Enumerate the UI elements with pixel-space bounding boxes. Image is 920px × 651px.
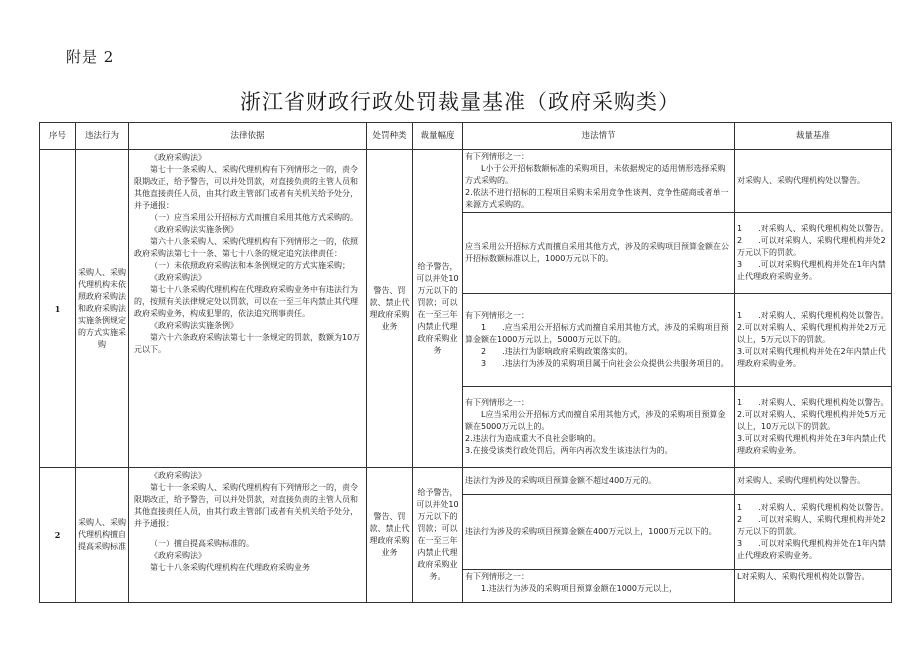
- standard-cell: [735, 495, 892, 570]
- basis-line: 第六十六条政府采购法第七十一条规定的罚款，数额为10万元以下。: [134, 333, 361, 354]
- circumstance-line: 应当采用公开招标方式而擅自采用其他方式，涉及的采购项目预算金额在公开招标数额标准以上，1000万元以下的。: [465, 242, 729, 263]
- header-type: 处罚种类: [367, 123, 413, 150]
- basis-line: 第七十一条采购人、采购代理机构有下列情形之一的，责令限期改正，给予警告，可以并处罚款，对直接负责的主管人员和其他直接责任人员，由其行政主管部门或者有关机关给予处分，并予通报：: [134, 165, 358, 210]
- circumstance-cell: [463, 150, 735, 213]
- circumstance-line: L应当采用公开招标方式而擅自采用其他方式，涉及的采购项目预算金额在5000万元以上的。: [465, 410, 726, 431]
- circumstance-line: 违法行为涉及的采购项目预算金额在400万元以上，1000万元以下的。: [465, 527, 717, 536]
- basis-line: （一）擅自提高采购标准的。: [150, 539, 254, 548]
- circumstance-cell: [463, 213, 735, 294]
- basis-line: 《政府采购法》: [150, 471, 206, 480]
- standard-line: 2.可以对采购人、采购代理机构并处2万元以上，5万元以下的罚款。: [737, 323, 886, 344]
- standard-line: 2 .可以对采购人、采购代理机构并处2万元以下的罚款。: [737, 236, 886, 257]
- circumstance-line: 有下列情形之一：: [465, 398, 529, 407]
- circumstance-line: 有下列情形之一：: [465, 572, 529, 581]
- basis-line: 第七十一条采购人、采购代理机构有下列情形之一的，责令限期改正，给予警告，可以并处罚款，对直接负责的主管人员和其他直接责任人员，由其行政主管部门或者有关机关给予处分，并予通报：: [134, 483, 358, 528]
- header-act: 违法行为: [76, 123, 129, 150]
- standard-line: 3.可以对采购代理机构并处在2年内禁止代理政府采购业务。: [737, 347, 886, 368]
- row-seq: 1: [40, 150, 76, 468]
- row-range: 给予警告，可以并处10万元以下的罚款；可以在一至三年内禁止代理政府采购业务: [413, 150, 463, 468]
- circumstance-line: 2.依法不进行招标的工程项目采购未采用竞争性谈判、竞争性磋商或者单一来源方式采购的。: [465, 188, 729, 209]
- standard-line: 1 .对采购人、采购代理机构处以警告。: [737, 224, 889, 233]
- circumstance-line: 违法行为涉及的采购项目预算金额不超过400万元的。: [465, 476, 657, 485]
- standard-line: 2 .可以对采购人、采购代理机构并处2万元以下的罚款。: [737, 515, 886, 536]
- basis-line: 《政府采购法》: [150, 551, 206, 560]
- standard-cell: [735, 150, 892, 213]
- standard-cell: [735, 570, 892, 603]
- standard-cell: [735, 213, 892, 294]
- basis-line: 第六十八条采购人、采购代理机构有下列情形之一的，依照政府采购法第七十一条、第七十八条的规定追究法律责任：: [134, 237, 358, 258]
- standard-line: 3 .可以对采购代理机构并处在1年内禁止代理政府采购业务。: [737, 539, 886, 560]
- row-range: 给予警告，可以并处10万元以下的罚款；可以在一至三年内禁止代理政府采购业务。: [413, 468, 463, 603]
- basis-line: 《政府采购法实施条例》: [150, 321, 238, 330]
- document-title: 浙江省财政行政处罚裁量基准（政府采购类）: [240, 90, 680, 114]
- circumstance-cell: [463, 387, 735, 468]
- circumstance-cell: [463, 495, 735, 570]
- standard-line: 对采购人、采购代理机构处以警告。: [737, 476, 865, 485]
- standard-cell: [735, 294, 892, 387]
- standard-cell: [735, 468, 892, 495]
- row-type: 警告、罚款、禁止代理政府采购业务: [367, 150, 413, 468]
- header-standard: 裁量基准: [735, 123, 892, 150]
- standard-cell: [735, 387, 892, 468]
- penalty-table: [39, 122, 892, 603]
- circumstance-cell: [463, 468, 735, 495]
- header-seq: 序号: [40, 123, 76, 150]
- row-basis: [129, 468, 367, 603]
- table-row: [40, 150, 892, 213]
- circumstance-cell: [463, 294, 735, 387]
- basis-line: （一）应当采用公开招标方式而擅自采用其他方式采购的。: [150, 213, 358, 222]
- standard-line: 1 .对采购人、采购代理机构处以警告。: [737, 311, 889, 320]
- circumstance-line: 2.违法行为造成重大不良社会影响的。: [465, 434, 601, 443]
- basis-line: 第七十八条采购代理机构在代理政府采购业务: [150, 563, 310, 572]
- standard-line: 3 .可以对采购代理机构并处在1年内禁止代理政府采购业务。: [737, 260, 886, 281]
- standard-line: 1 .对采购人、采购代理机构处以警告。: [737, 398, 889, 407]
- circumstance-line: 3 .违法行为涉及的采购项目属于向社会公众提供公共服务项目的。: [481, 359, 729, 368]
- standard-line: L对采购人、采购代理机构处以警告。: [737, 572, 870, 581]
- header-row: [40, 123, 892, 150]
- basis-line: 《政府采购法》: [150, 153, 206, 162]
- circumstance-line: L小于公开招标数额标准的采购项目，未依据规定的适用情形选择采购方式采购的。: [465, 164, 726, 185]
- standard-line: 3.可以对采购代理机构并处在3年内禁止代理政府采购业务。: [737, 434, 886, 455]
- header-circumstances: 违法情节: [463, 123, 735, 150]
- standard-line: 2.可以对采购人、采购代理机构并处5万元以上，10万元以下的罚款。: [737, 410, 886, 431]
- row-type: 警告、罚款、禁止代理政府采购业务: [367, 468, 413, 603]
- row-seq: 2: [40, 468, 76, 603]
- table-row: [40, 468, 892, 495]
- circumstance-line: 2 .违法行为影响政府采购政策落实的。: [481, 347, 633, 356]
- basis-line: 《政府采购法实施条例》: [150, 225, 238, 234]
- row-act: 采购人、采购代理机构未依照政府采购法和政府采购法实施条例规定的方式实施采购: [76, 150, 129, 468]
- basis-line: 第七十八条采购代理机构在代理政府采购业务中有违法行为的，按照有关法律规定处以罚款，可以在一至三年内禁止其代理政府采购业务，构成犯罪的，依法追究刑事责任。: [134, 285, 358, 318]
- circumstance-cell: [463, 570, 735, 603]
- circumstance-line: 1 .应当采用公开招标方式而擅自采用其他方式，涉及的采购项目预算金额在1000万元以上，5000万元以下的。: [465, 323, 729, 344]
- standard-line: 1 .对采购人、采购代理机构处以警告。: [737, 503, 889, 512]
- header-basis: 法律依据: [129, 123, 367, 150]
- attachment-label: 附是 2: [66, 48, 115, 66]
- circumstance-line: 1.违法行为涉及的采购项目预算金额在1000万元以上，: [481, 584, 677, 593]
- circumstance-line: 有下列情形之一：: [465, 311, 529, 320]
- row-act: 采购人、采购代理机构擅自提高采购标准: [76, 468, 129, 603]
- basis-line: （一）未依照政府采购法和本条例规定的方式实施采购；: [150, 261, 350, 270]
- header-range: 裁量幅度: [413, 123, 463, 150]
- row-basis: [129, 150, 367, 468]
- standard-line: 对采购人、采购代理机构处以警告。: [737, 176, 865, 185]
- circumstance-line: 有下列情形之一：: [465, 152, 529, 161]
- circumstance-line: 3.在接受该类行政处罚后，两年内再次发生该违法行为的。: [465, 446, 673, 455]
- basis-line: 《政府采购法》: [150, 273, 206, 282]
